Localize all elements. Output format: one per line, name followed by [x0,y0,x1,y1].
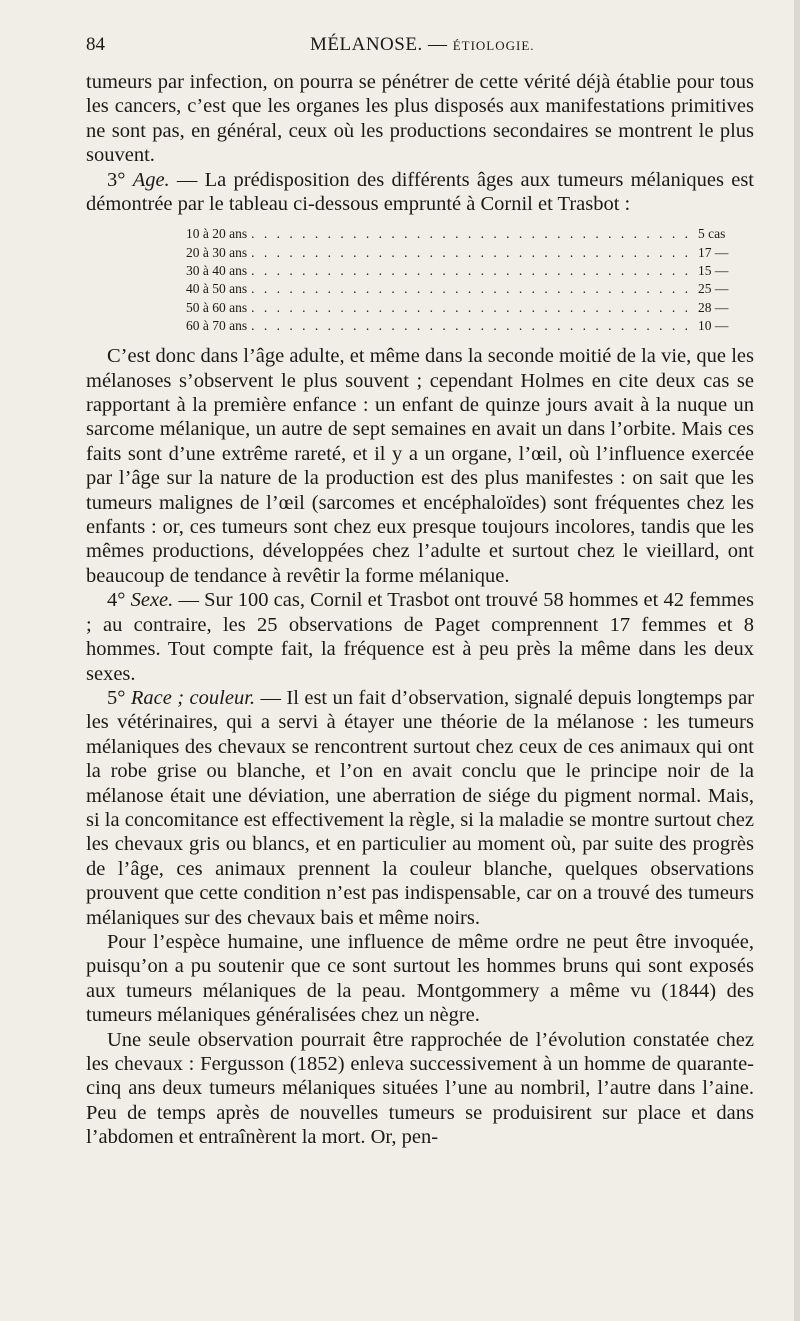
page-body [86,70,754,1150]
age-text: — La prédisposition des différents âges aux tumeurs mélaniques est démontrée par le tableau ci-dessous emprunté à Cornil et Trasbot : [86,168,754,216]
case-count: 5 cas [698,226,726,242]
paragraph-human: Pour l’espèce humaine, une influence de même ordre ne peut être invoquée, puisqu’on a pu soutenir que ce sont surtout les hommes bruns qui sont exposés aux tumeurs mélaniques de la peau. Montgommery a même vu (1844) des tumeurs mélaniques généralisées chez un nègre. [86,930,754,1027]
table-row [186,225,742,243]
running-header [86,34,754,60]
leader-dots [247,317,698,335]
case-count: 28 — [698,299,729,315]
age-range: 30 à 40 ans [186,263,248,279]
table-row [186,317,742,335]
paragraph-intro: tumeurs par infection, on pourra se pénétrer de cette vérité déjà établie pour tous les cancers, c’est que les organes les plus disposés aux manifestations primitives ne sont pas, en général, ceux où les productions secondaires se montrent le plus souvent. [86,71,754,167]
table-row [186,262,742,280]
age-range: 40 à 50 ans [186,281,248,297]
leader-dots [247,280,698,298]
sexe-number: 4° [107,589,131,612]
case-count: 17 — [698,244,729,260]
age-range: 20 à 30 ans [186,244,248,260]
page-number: 84 [86,34,105,55]
paragraph-fergusson: Une seule observation pourrait être rapprochée de l’évolution constatée chez les chevaux : Fergusson (1852) enleva successivement à un homme de quarante-cinq ans deux tumeurs mélaniques situées l’une au nombril, l’autre dans l’aine. Peu de temps après de nouvelles tumeurs se produisirent sur place et dans l’abdomen et entraînèrent la mort. Or, pen- [86,1028,754,1149]
leader-dots [247,299,698,317]
age-table [186,225,742,335]
section-subtitle: ÉTIOLOGIE. [452,38,535,53]
running-title [310,34,535,56]
leader-dots [247,225,698,243]
case-count: 15 — [698,263,729,279]
age-range: 10 à 20 ans [186,226,248,242]
leader-dots [247,262,698,280]
paragraph-age-discussion: C’est donc dans l’âge adulte, et même dans la seconde moitié de la vie, que les mélanoses s’observent le plus souvent ; cependant Holmes en cite deux cas se rapportant à la première enfance : un enfant de quinze jours avait à la nuque un sarcome mélanique, un autre de sept semaines en avait un dans l’orbite. Mais ces faits sont d’une extrême rareté, et il y a un organe, l’œil, où l’influence exercée par l’âge sur la nature de la production est des plus manifestes : on sait que les tumeurs malignes de l’œil (sarcomes et encéphaloïdes) sont fréquentes chez les enfants : or, ces tumeurs sont chez eux presque toujours incolores, tandis que les mêmes productions, développées chez l’adulte et surtout chez le vieillard, ont beaucoup de tendance à revêtir la forme mélanique. [86,345,754,587]
sexe-text: — Sur 100 cas, Cornil et Trasbot ont trouvé 58 hommes et 42 femmes ; au contraire, les 25 observations de Paget comprennent 17 femmes et 8 hommes. Tout compte fait, la fréquence est à peu près la même dans les deux sexes. [86,589,754,685]
sexe-heading: Sexe. [130,589,174,612]
age-number: 3° [107,168,133,191]
race-heading: Race ; couleur. [130,686,256,709]
age-heading: Age. [132,168,170,191]
case-count: 25 — [698,281,729,297]
age-range: 60 à 70 ans [186,317,248,333]
paragraph-sexe [86,588,754,686]
paragraph-age [86,168,754,217]
title-text: MÉLANOSE. [310,34,423,55]
race-text: — Il est un fait d’observation, signalé depuis longtemps par les vétérinaires, qui a servi à étayer une théorie de la mélanose : les tumeurs mélaniques des chevaux se rencontrent surtout chez ceux de ces animaux qui ont la robe grise ou blanche, et l’on en avait conclu que le principe noir de la mélanose était une déviation, une aberration de siége du pigment normal. Mais, si la concomitance est effectivement la règle, si la maladie se montre surtout chez les chevaux gris ou blancs, et en particulier au moment où, par suite des progrès de l’âge, ces animaux prennent la couleur blanche, quelques observations prouvent que cette condition n’est pas indispensable, car on a trouvé des tumeurs mélaniques sur des chevaux bais et même noirs. [86,686,754,929]
title-separator: — [427,34,448,55]
table-row [186,244,742,262]
race-number: 5° [107,686,131,709]
leader-dots [247,244,698,262]
table-row [186,280,742,298]
paragraph-race [86,686,754,930]
case-count: 10 — [698,317,729,333]
page-edge [794,0,800,1321]
table-row [186,299,742,317]
age-range: 50 à 60 ans [186,299,248,315]
